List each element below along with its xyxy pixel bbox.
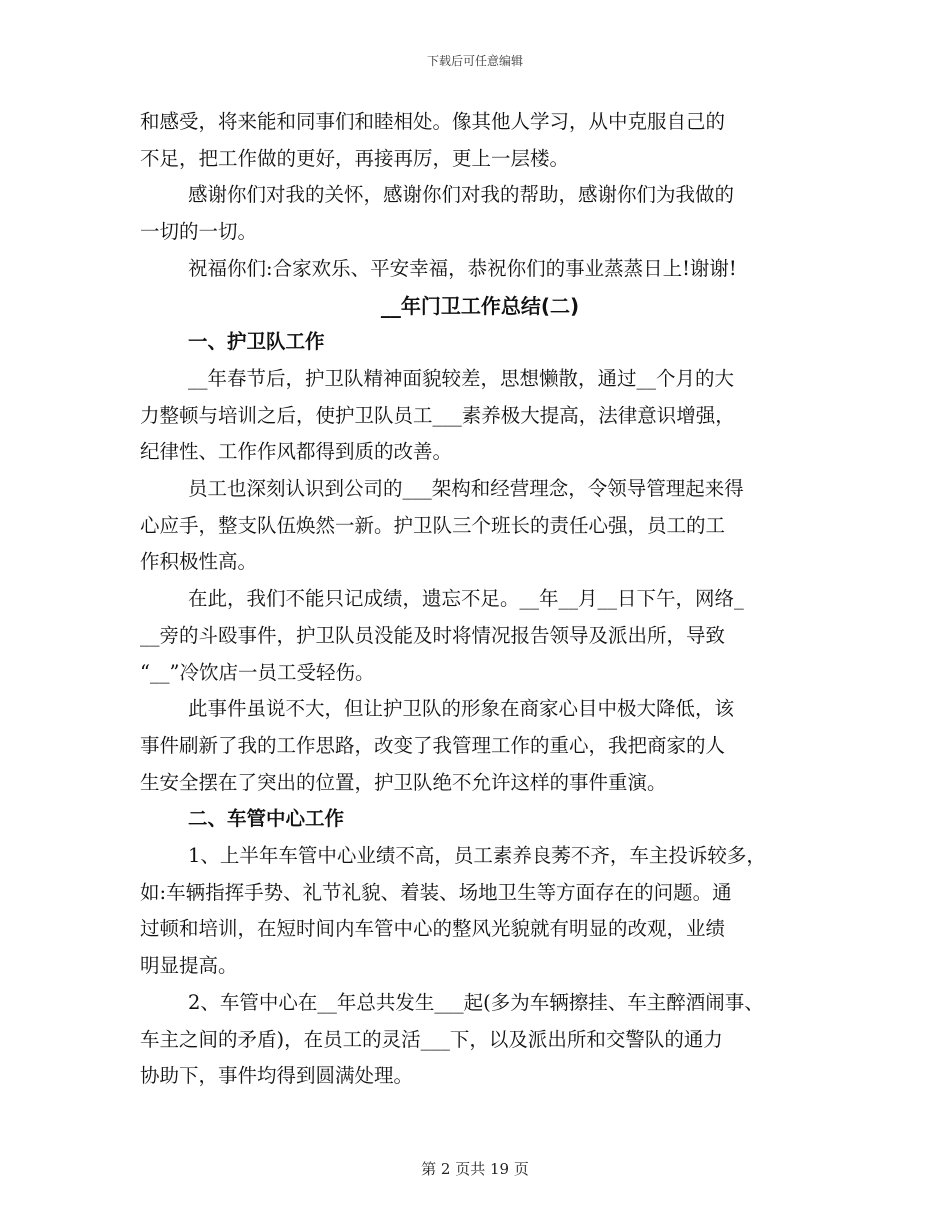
text-line: 事件刷新了我的工作思路，改变了我管理工作的重心，我把商家的人 [140, 733, 726, 757]
text-line: 祝福你们:合家欢乐、平安幸福，恭祝你们的事业蒸蒸日上!谢谢! [188, 256, 737, 280]
paragraph-closing-1 [140, 104, 820, 177]
text-line: 心应手，整支队伍焕然一新。护卫队三个班长的责任心强，员工的工 [140, 513, 726, 537]
text-line: 感谢你们对我的关怀，感谢你们对我的帮助，感谢你们为我做的 [188, 183, 735, 207]
paragraph-vehicle-incidents [140, 985, 820, 1095]
text-line: “__”冷饮店一员工受轻伤。 [140, 660, 375, 684]
text-line: 2、车管中心在__年总共发生___起(多为车辆擦挂、车主醉酒闹事、 [188, 990, 764, 1014]
text-line: 此事件虽说不大，但让护卫队的形象在商家心目中极大降低，该 [188, 697, 735, 721]
page-footer: 第 2 页共 19 页 [421, 1160, 529, 1178]
text-line: 不足，把工作做的更好，再接再厉，更上一层楼。 [140, 146, 570, 170]
text-line: 在此，我们不能只记成绩，遗忘不足。__年__月__日下午，网络_ [188, 587, 744, 611]
text-line: __年春节后，护卫队精神面貌较差，思想懒散，通过__个月的大 [188, 366, 735, 390]
document-body [140, 104, 820, 1095]
text-line: 力整顿与培训之后，使护卫队员工___素养极大提高，法律意识增强， [140, 403, 735, 427]
section-heading-vehicle-center: 二、车管中心工作 [188, 807, 345, 831]
text-line: 员工也深刻认识到公司的___架构和经营理念，令领导管理起来得 [188, 477, 744, 501]
paragraph-vehicle-performance [140, 838, 820, 985]
paragraph-guard-incident [140, 581, 820, 691]
page-header: 下载后可任意编辑 [426, 54, 523, 68]
text-line: 明显提高。 [140, 954, 238, 978]
text-line: 纪律性、工作作风都得到质的改善。 [140, 440, 453, 464]
text-line: 过顿和培训，在短时间内车管中心的整风光貌就有明显的改观，业绩 [140, 917, 726, 941]
text-line: 一切的一切。 [140, 220, 258, 244]
document-title: __年门卫工作总结(二) [380, 293, 580, 318]
text-line: 生安全摆在了突出的位置，护卫队绝不允许这样的事件重演。 [140, 770, 667, 794]
text-line: 作积极性高。 [140, 550, 258, 574]
text-line: __旁的斗殴事件，护卫队员没能及时将情况报告领导及派出所，导致 [140, 623, 726, 647]
paragraph-thanks [140, 177, 820, 250]
text-line: 协助下，事件均得到圆满处理。 [140, 1064, 414, 1088]
text-line: 1、上半年车管中心业绩不高，员工素养良莠不齐，车主投诉较多， [188, 844, 766, 868]
text-line: 如:车辆指挥手势、礼节礼貌、着装、场地卫生等方面存在的问题。通 [140, 880, 732, 904]
paragraph-guard-improvement [140, 361, 820, 471]
section-heading-guard-team: 一、护卫队工作 [188, 330, 325, 354]
text-line: 和感受，将来能和同事们和睦相处。像其他人学习，从中克服自己的 [140, 110, 726, 133]
paragraph-blessing [140, 251, 820, 288]
paragraph-guard-lesson [140, 691, 820, 801]
paragraph-guard-awareness [140, 471, 820, 581]
text-line: 车主之间的矛盾)，在员工的灵活___下，以及派出所和交警队的通力 [140, 1027, 723, 1051]
